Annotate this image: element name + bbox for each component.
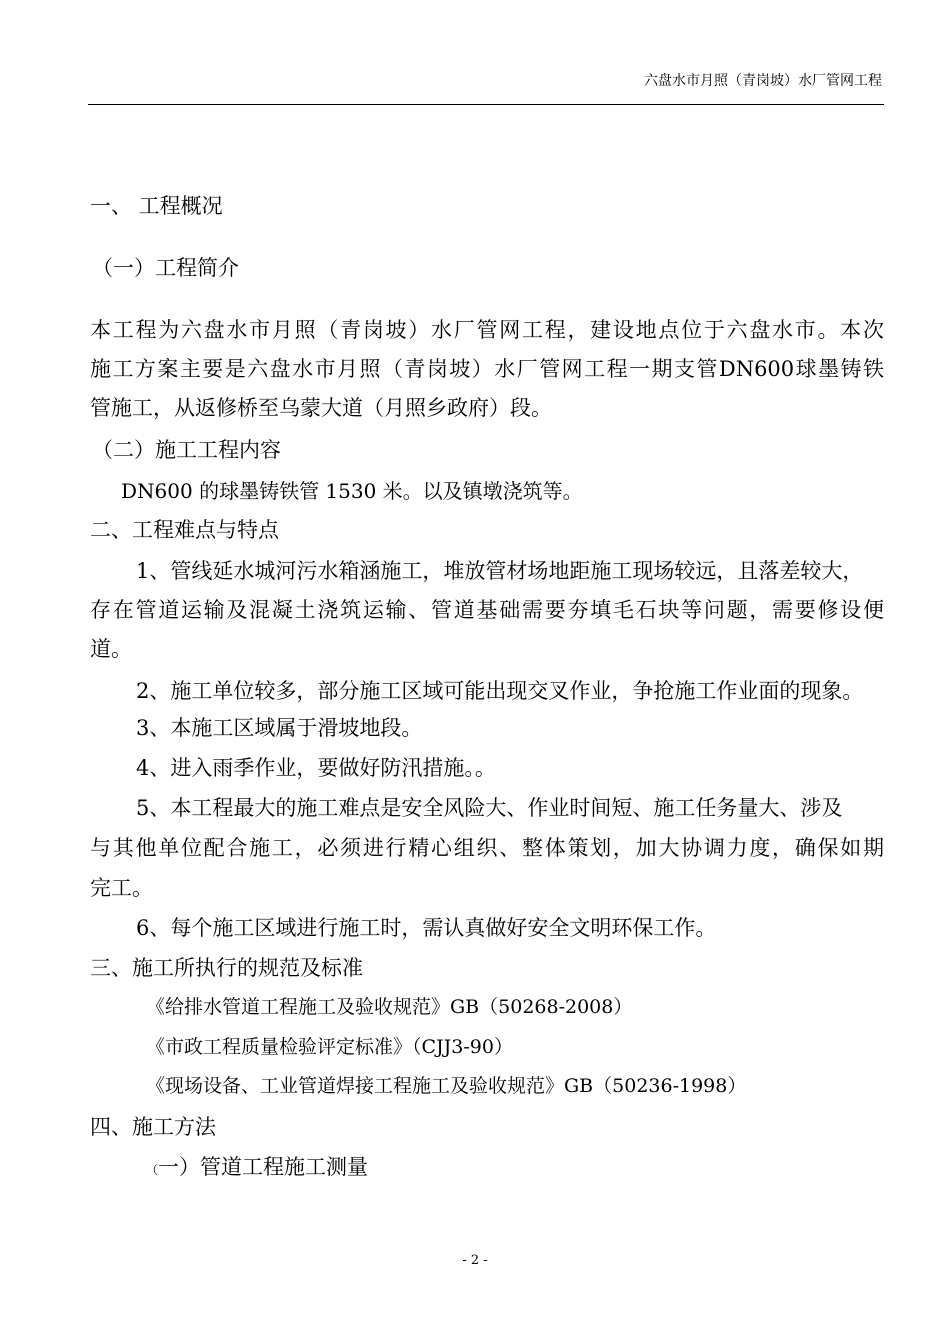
running-header: 六盘水市月照（青岗坡）水厂管网工程 <box>644 73 882 89</box>
subsection-heading-4-1-text: 一）管道工程施工测量 <box>158 1155 369 1179</box>
section-heading-2: 二、工程难点与特点 <box>90 518 279 542</box>
page-number: - 2 - <box>462 1253 488 1268</box>
paragraph-line: 本工程为六盘水市月照（青岗坡）水厂管网工程，建设地点位于六盘水市。本次 <box>90 318 884 342</box>
subsection-heading-4-1 <box>146 1157 368 1178</box>
paragraph-line: 施工方案主要是六盘水市月照（青岗坡）水厂管网工程一期支管DN600球墨铸铁 <box>90 357 884 381</box>
paragraph-line: 完工。 <box>90 876 153 900</box>
difficulty-item-3: 3、本施工区域属于滑坡地段。 <box>136 716 423 740</box>
paragraph-line: 管施工，从返修桥至乌蒙大道（月照乡政府）段。 <box>90 396 552 420</box>
standard-item-2: 《市政工程质量检验评定标准》（CJJ3-90） <box>146 1036 513 1058</box>
subsection-heading-1-1: （一）工程简介 <box>92 256 239 280</box>
difficulty-item-4: 4、进入雨季作业，要做好防汛措施。。 <box>136 756 496 780</box>
section-heading-3: 三、施工所执行的规范及标准 <box>90 956 363 980</box>
paragraph-line: DN600 的球墨铸铁管 1530 米。以及镇墩浇筑等。 <box>121 479 583 503</box>
difficulty-item-6: 6、每个施工区域进行施工时，需认真做好安全文明环保工作。 <box>136 916 717 940</box>
standard-item-3: 《现场设备、工业管道焊接工程施工及验收规范》GB（50236-1998） <box>146 1075 747 1097</box>
difficulty-item-5: 5、本工程最大的施工难点是安全风险大、作业时间短、施工任务量大、涉及 <box>136 796 843 820</box>
small-paren: （ <box>146 1163 159 1177</box>
paragraph-line: 道。 <box>90 637 132 661</box>
section-heading-1: 一、 工程概况 <box>90 194 223 218</box>
section-heading-4: 四、施工方法 <box>90 1115 216 1139</box>
standard-item-1: 《给排水管道工程施工及验收规范》GB（50268-2008） <box>146 996 633 1018</box>
header-rule <box>88 104 884 105</box>
difficulty-item-1: 1、管线延水城河污水箱涵施工，堆放管材场地距施工现场较远，且落差较大， <box>136 559 864 583</box>
paragraph-line: 存在管道运输及混凝土浇筑运输、管道基础需要夯填毛石块等问题，需要修设便 <box>90 598 884 622</box>
difficulty-item-2: 2、施工单位较多，部分施工区域可能出现交叉作业，争抢施工作业面的现象。 <box>136 679 864 703</box>
subsection-heading-1-2: （二）施工工程内容 <box>92 438 281 462</box>
paragraph-line: 与其他单位配合施工，必须进行精心组织、整体策划，加大协调力度，确保如期 <box>90 836 884 860</box>
